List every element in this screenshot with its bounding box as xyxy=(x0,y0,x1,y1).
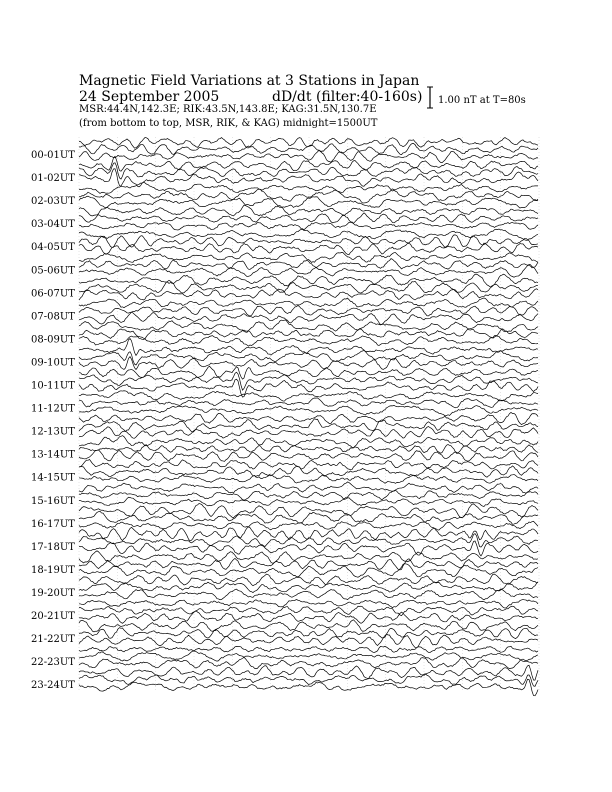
grid xyxy=(79,137,539,690)
trace-kag-01-02ut xyxy=(79,156,538,171)
trace-rik-16-17ut xyxy=(79,511,538,524)
component-label: dD/dt (filter:40-160s) xyxy=(272,89,423,105)
scale-bar-label: 1.00 nT at T=80s xyxy=(438,95,526,106)
trace-msr-11-12ut xyxy=(79,405,538,415)
trace-msr-23-24ut xyxy=(79,679,538,696)
hour-labels xyxy=(31,150,75,691)
trace-rik-22-23ut xyxy=(79,651,538,661)
trace-kag-06-07ut xyxy=(79,274,538,287)
hour-label: 02-03UT xyxy=(31,196,75,208)
trace-rik-07-08ut xyxy=(79,305,538,316)
hour-label: 23-24UT xyxy=(31,680,75,692)
hour-label: 08-09UT xyxy=(31,334,75,346)
trace-kag-10-11ut xyxy=(79,366,538,379)
hour-label: 16-17UT xyxy=(31,518,75,530)
trace-rik-14-15ut xyxy=(79,466,538,477)
trace-rik-20-21ut xyxy=(79,606,538,615)
trace-msr-21-22ut xyxy=(79,634,538,648)
trace-rik-01-02ut xyxy=(79,163,538,179)
order-note: (from bottom to top, MSR, RIK, & KAG) midnight=1500UT xyxy=(79,118,378,129)
hour-label: 04-05UT xyxy=(31,242,75,254)
trace-rik-13-14ut xyxy=(79,445,538,454)
hour-label: 07-08UT xyxy=(31,311,75,323)
hour-label: 09-10UT xyxy=(31,357,75,369)
trace-rik-08-09ut xyxy=(79,329,538,340)
hour-label: 03-04UT xyxy=(31,219,75,231)
trace-msr-17-18ut xyxy=(79,541,538,556)
trace-kag-21-22ut xyxy=(79,620,538,632)
trace-rik-06-07ut xyxy=(79,280,538,293)
trace-rik-12-13ut xyxy=(79,419,538,432)
trace-rik-04-05ut xyxy=(79,235,538,248)
trace-msr-15-16ut xyxy=(79,497,538,506)
trace-kag-17-18ut xyxy=(79,527,538,541)
trace-rik-15-16ut xyxy=(79,490,538,500)
hour-label: 01-02UT xyxy=(31,173,75,185)
traces xyxy=(79,137,538,695)
trace-kag-19-20ut xyxy=(79,574,538,586)
hour-label: 22-23UT xyxy=(31,657,75,669)
hour-label: 05-06UT xyxy=(31,265,75,277)
trace-msr-03-04ut xyxy=(79,222,538,230)
hour-label: 15-16UT xyxy=(31,495,75,507)
trace-kag-20-21ut xyxy=(79,599,538,608)
trace-msr-05-06ut xyxy=(79,264,538,277)
hour-label: 14-15UT xyxy=(31,472,75,484)
hour-label: 19-20UT xyxy=(31,587,75,599)
trace-msr-02-03ut xyxy=(79,196,538,208)
stations-label: MSR:44.4N,142.3E; RIK:43.5N,143.8E; KAG:31.5N,130.7E xyxy=(79,104,377,115)
trace-msr-13-14ut xyxy=(79,450,538,461)
chart-title: Magnetic Field Variations at 3 Stations in Japan xyxy=(79,73,420,89)
trace-rik-11-12ut xyxy=(79,398,538,408)
trace-kag-07-08ut xyxy=(79,298,538,308)
date-label: 24 September 2005 xyxy=(79,89,220,105)
hour-label: 18-19UT xyxy=(31,564,75,576)
hour-label: 10-11UT xyxy=(31,380,75,392)
hour-label: 12-13UT xyxy=(31,426,75,438)
hour-label: 17-18UT xyxy=(31,541,75,553)
trace-kag-04-05ut xyxy=(79,229,538,240)
trace-kag-08-09ut xyxy=(79,320,538,332)
trace-msr-14-15ut xyxy=(79,474,538,483)
hour-label: 20-21UT xyxy=(31,611,75,622)
trace-rik-10-11ut xyxy=(79,372,538,390)
trace-kag-15-16ut xyxy=(79,482,538,493)
trace-kag-18-19ut xyxy=(79,551,538,563)
hour-label: 11-12UT xyxy=(31,403,75,415)
trace-rik-23-24ut xyxy=(79,674,538,687)
trace-kag-23-24ut xyxy=(79,665,538,680)
trace-msr-16-17ut xyxy=(79,521,538,530)
trace-kag-12-13ut xyxy=(79,412,538,424)
trace-kag-22-23ut xyxy=(79,646,538,652)
trace-kag-11-12ut xyxy=(79,391,538,401)
trace-msr-19-20ut xyxy=(79,589,538,600)
trace-rik-18-19ut xyxy=(79,558,538,569)
trace-msr-08-09ut xyxy=(79,335,538,346)
trace-kag-13-14ut xyxy=(79,436,538,448)
trace-kag-03-04ut xyxy=(79,205,538,216)
hour-label: 06-07UT xyxy=(31,288,75,300)
trace-rik-05-06ut xyxy=(79,259,538,270)
trace-rik-00-01ut xyxy=(79,144,538,155)
hour-label: 13-14UT xyxy=(31,449,75,461)
trace-msr-06-07ut xyxy=(79,289,538,300)
trace-msr-04-05ut xyxy=(79,243,538,255)
hour-label: 21-22UT xyxy=(31,634,75,646)
hour-label: 00-01UT xyxy=(31,150,75,161)
trace-kag-16-17ut xyxy=(79,504,538,518)
